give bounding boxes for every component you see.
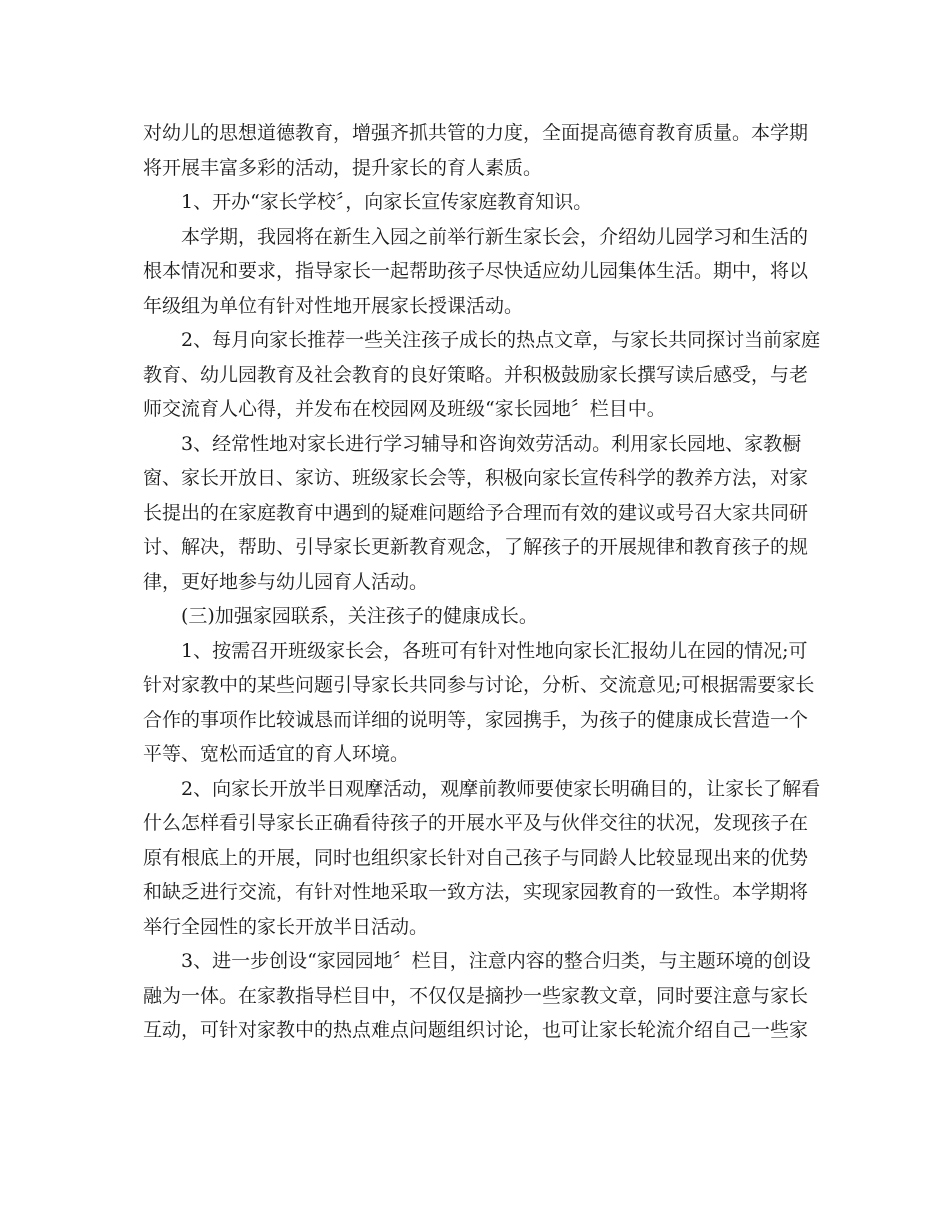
text-line: 2、每月向家长推荐一些关注孩子成长的热点文章，与家长共同探讨当前家庭	[181, 329, 821, 351]
text-line: 和缺乏进行交流，有针对性地采取一致方法，实现家园教育的一致性。本学期将	[143, 881, 809, 903]
text-line: 原有根底上的开展，同时也组织家长针对自己孩子与同龄人比较显现出来的优势	[143, 846, 809, 869]
text-line: 根本情况和要求，指导家长一起帮助孩子尽快适应幼儿园集体生活。期中，将以	[143, 260, 809, 282]
text-line: 师交流育人心得，并发布在校园网及班级“家长园地〞栏目中。	[143, 398, 666, 420]
text-line: 对幼儿的思想道德教育，增强齐抓共管的力度，全面提高德育教育质量。本学期	[143, 122, 809, 144]
text-line: 3、经常性地对家长进行学习辅导和咨询效劳活动。利用家长园地、家教橱	[181, 432, 802, 455]
text-line: 将开展丰富多彩的活动，提升家长的育人素质。	[143, 156, 543, 179]
text-line: 3、进一步创设“家园园地〞栏目，注意内容的整合归类，与主题环境的创设	[181, 950, 811, 972]
text-line: 互动，可针对家教中的热点难点问题组织讨论，也可让家长轮流介绍自己一些家	[143, 1019, 809, 1041]
text-line: 本学期，我园将在新生入园之前举行新生家长会，介绍幼儿园学习和生活的	[181, 225, 809, 248]
text-line: 年级组为单位有针对性地开展家长授课活动。	[143, 294, 524, 317]
text-line: 教育、幼儿园教育及社会教育的良好策略。并积极鼓励家长撰写读后感受，与老	[143, 363, 809, 386]
document-body	[143, 116, 821, 1048]
text-line: 律，更好地参与幼儿园育人活动。	[143, 570, 429, 593]
text-line: (三)加强家园联系，关注孩子的健康成长。	[181, 605, 538, 627]
text-line: 1、按需召开班级家长会，各班可有针对性地向家长汇报幼儿在园的情况;可	[181, 639, 808, 662]
text-line: 窗、家长开放日、家访、班级家长会等，积极向家长宣传科学的教养方法，对家	[143, 467, 809, 489]
text-line: 融为一体。在家教指导栏目中，不仅仅是摘抄一些家教文章，同时要注意与家长	[143, 984, 809, 1007]
text-line: 举行全园性的家长开放半日活动。	[143, 915, 429, 938]
text-line: 平等、宽松而适宜的育人环境。	[143, 743, 410, 765]
text-line: 什么怎样看引导家长正确看待孩子的开展水平及与伙伴交往的状况，发现孩子在	[143, 812, 809, 834]
text-line: 2、向家长开放半日观摩活动，观摩前教师要使家长明确目的，让家长了解看	[181, 777, 821, 800]
text-line: 合作的事项作比较诚恳而详细的说明等，家园携手，为孩子的健康成长营造一个	[143, 708, 809, 731]
text-line: 1、开办“家长学校〞，向家长宣传家庭教育知识。	[181, 191, 593, 213]
text-line: 针对家教中的某些问题引导家长共同参与讨论，分析、交流意见;可根据需要家长	[143, 674, 815, 696]
text-line: 讨、解决，帮助、引导家长更新教育观念，了解孩子的开展规律和教育孩子的规	[143, 536, 809, 558]
text-line: 长提出的在家庭教育中遇到的疑难问题给予合理而有效的建议或号召大家共同研	[143, 501, 809, 524]
